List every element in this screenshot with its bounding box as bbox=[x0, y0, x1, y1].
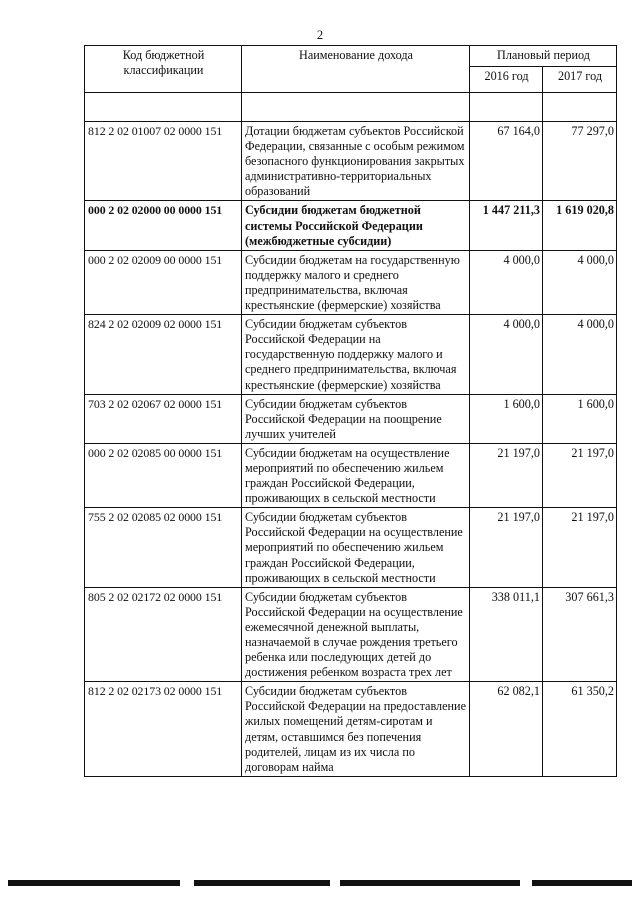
header-name: Наименование дохода bbox=[242, 46, 470, 93]
bottom-border-bar bbox=[8, 880, 632, 886]
code-cell: 755 2 02 02085 02 0000 151 bbox=[85, 508, 242, 587]
value-2016-cell: 1 447 211,3 bbox=[470, 201, 543, 250]
value-2017-cell: 4 000,0 bbox=[543, 315, 617, 394]
value-2017-cell: 21 197,0 bbox=[543, 443, 617, 507]
revenue-table bbox=[84, 45, 617, 777]
value-2016-cell: 338 011,1 bbox=[470, 587, 543, 682]
spacer-cell-2017 bbox=[543, 93, 617, 122]
code-cell: 000 2 02 02000 00 0000 151 bbox=[85, 201, 242, 250]
code-cell: 812 2 02 01007 02 0000 151 bbox=[85, 122, 242, 201]
spacer-cell-2016 bbox=[470, 93, 543, 122]
value-2017-cell: 77 297,0 bbox=[543, 122, 617, 201]
code-cell: 000 2 02 02009 00 0000 151 bbox=[85, 250, 242, 314]
table-row bbox=[85, 443, 617, 507]
code-cell: 812 2 02 02173 02 0000 151 bbox=[85, 682, 242, 777]
header-period: Плановый период bbox=[470, 46, 617, 67]
code-cell: 000 2 02 02085 00 0000 151 bbox=[85, 443, 242, 507]
value-2016-cell: 1 600,0 bbox=[470, 394, 543, 443]
table-row bbox=[85, 122, 617, 201]
value-2017-cell: 4 000,0 bbox=[543, 250, 617, 314]
name-cell: Субсидии бюджетам субъектов Российской Федерации на предоставление жилых помещений детям-сиротам и детям, оставшимся без попечения родителей, лицам из их числа по договорам найма bbox=[242, 682, 470, 777]
table-row bbox=[85, 394, 617, 443]
table-spacer-row bbox=[85, 93, 617, 122]
spacer-cell-code bbox=[85, 93, 242, 122]
name-cell: Субсидии бюджетам субъектов Российской Федерации на государственную поддержку малого и среднего предпринимательства, включая крестьянские (фермерские) хозяйства bbox=[242, 315, 470, 394]
name-cell: Субсидии бюджетам на государственную поддержку малого и среднего предпринимательства, включая крестьянские (фермерские) хозяйства bbox=[242, 250, 470, 314]
value-2016-cell: 21 197,0 bbox=[470, 443, 543, 507]
name-cell: Субсидии бюджетам субъектов Российской Федерации на осуществление ежемесячной денежной выплаты, назначаемой в случае рождения третьего ребенка или последующих детей до достижения ребенком возраста трех лет bbox=[242, 587, 470, 682]
value-2017-cell: 1 600,0 bbox=[543, 394, 617, 443]
spacer-cell-name bbox=[242, 93, 470, 122]
name-cell: Субсидии бюджетам на осуществление мероприятий по обеспечению жильем граждан Российской Федерации, проживающих в сельской местности bbox=[242, 443, 470, 507]
value-2016-cell: 62 082,1 bbox=[470, 682, 543, 777]
value-2017-cell: 61 350,2 bbox=[543, 682, 617, 777]
value-2016-cell: 4 000,0 bbox=[470, 250, 543, 314]
name-cell: Субсидии бюджетам субъектов Российской Федерации на осуществление мероприятий по обеспечению жильем граждан Российской Федерации, проживающих в сельской местности bbox=[242, 508, 470, 587]
value-2017-cell: 1 619 020,8 bbox=[543, 201, 617, 250]
value-2017-cell: 21 197,0 bbox=[543, 508, 617, 587]
page-number: 2 bbox=[316, 28, 324, 42]
table-row bbox=[85, 315, 617, 394]
table-row bbox=[85, 201, 617, 250]
value-2016-cell: 67 164,0 bbox=[470, 122, 543, 201]
bottom-bar-gap bbox=[520, 880, 532, 886]
table-body bbox=[85, 93, 617, 777]
code-cell: 824 2 02 02009 02 0000 151 bbox=[85, 315, 242, 394]
value-2016-cell: 21 197,0 bbox=[470, 508, 543, 587]
header-year-2016: 2016 год bbox=[470, 67, 543, 93]
bottom-bar-gap bbox=[330, 880, 340, 886]
name-cell: Дотации бюджетам субъектов Российской Федерации, связанные с особым режимом безопасного функционирования закрытых административно-территориальных образований bbox=[242, 122, 470, 201]
bottom-bar-gap bbox=[180, 880, 194, 886]
table-row bbox=[85, 508, 617, 587]
table-row bbox=[85, 587, 617, 682]
code-cell: 703 2 02 02067 02 0000 151 bbox=[85, 394, 242, 443]
table-row bbox=[85, 682, 617, 777]
value-2017-cell: 307 661,3 bbox=[543, 587, 617, 682]
value-2016-cell: 4 000,0 bbox=[470, 315, 543, 394]
table-row bbox=[85, 250, 617, 314]
name-cell: Субсидии бюджетам бюджетной системы Российской Федерации (межбюджетные субсидии) bbox=[242, 201, 470, 250]
name-cell: Субсидии бюджетам субъектов Российской Федерации на поощрение лучших учителей bbox=[242, 394, 470, 443]
header-year-2017: 2017 год bbox=[543, 67, 617, 93]
header-code: Код бюджетной классификации bbox=[85, 46, 242, 93]
code-cell: 805 2 02 02172 02 0000 151 bbox=[85, 587, 242, 682]
